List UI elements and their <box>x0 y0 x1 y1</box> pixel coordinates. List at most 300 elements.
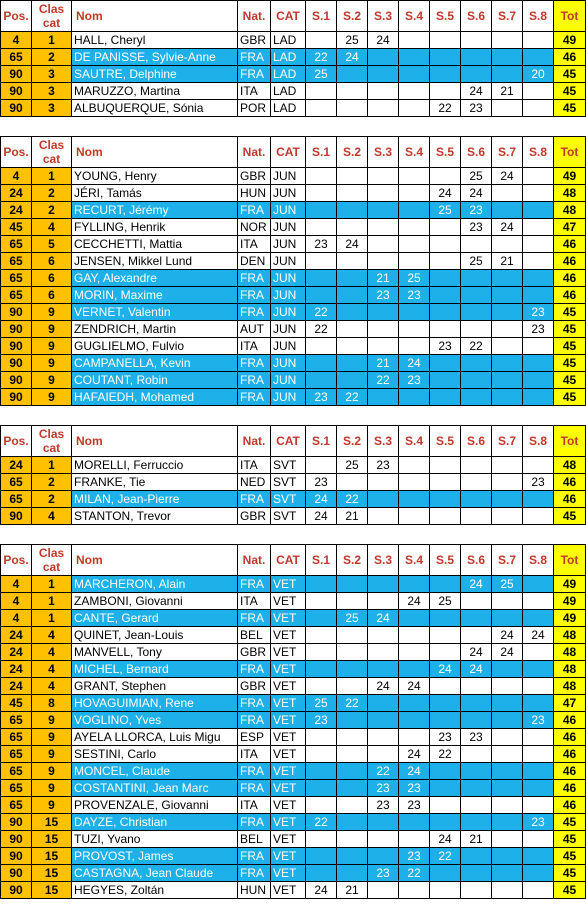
stage-6-cell <box>461 270 492 287</box>
nationality-cell: FRA <box>238 712 271 729</box>
stage-3-cell <box>368 814 399 831</box>
class-cell: 4 <box>32 644 72 661</box>
stage-7-cell <box>492 457 523 474</box>
class-cell: 3 <box>32 66 72 83</box>
class-cell: 3 <box>32 100 72 117</box>
stage-5-cell <box>430 168 461 185</box>
stage-2-cell <box>337 865 368 882</box>
nationality-cell: FRA <box>238 270 271 287</box>
category-header-line: cat <box>42 441 61 455</box>
stage-6-cell <box>461 236 492 253</box>
name-cell: STANTON, Trevor <box>72 508 238 525</box>
table-row <box>1 372 586 389</box>
stage-1-cell: 24 <box>306 508 337 525</box>
table-row <box>1 661 586 678</box>
stage-6-cell <box>461 304 492 321</box>
nationality-cell: GBR <box>238 32 271 49</box>
stage-8-header: S.8 <box>523 1 554 32</box>
stage-4-cell: 23 <box>399 780 430 797</box>
name-cell: ZAMBONI, Giovanni <box>72 593 238 610</box>
table-row <box>1 287 586 304</box>
stage-7-cell <box>492 848 523 865</box>
header-row <box>1 137 586 168</box>
stage-8-cell <box>523 168 554 185</box>
category-cell: VET <box>271 610 306 627</box>
name-cell: MILAN, Jean-Pierre <box>72 491 238 508</box>
stage-5-header: S.5 <box>430 1 461 32</box>
stage-3-cell: 21 <box>368 270 399 287</box>
name-cell: FYLLING, Henrik <box>72 219 238 236</box>
pos-header: Pos. <box>1 1 32 32</box>
header-row <box>1 426 586 457</box>
stage-5-cell <box>430 270 461 287</box>
name-cell: MARCHERON, Alain <box>72 576 238 593</box>
stage-7-cell <box>492 763 523 780</box>
header-row <box>1 1 586 32</box>
name-cell: CANTE, Gerard <box>72 610 238 627</box>
stage-1-cell <box>306 797 337 814</box>
stage-5-cell <box>430 627 461 644</box>
results-table <box>0 0 586 117</box>
category-cell: VET <box>271 746 306 763</box>
stage-3-cell <box>368 695 399 712</box>
stage-5-cell: 24 <box>430 185 461 202</box>
nationality-cell: ITA <box>238 83 271 100</box>
category-cell: SVT <box>271 508 306 525</box>
stage-4-cell: 23 <box>399 848 430 865</box>
total-cell: 45 <box>554 831 586 848</box>
total-cell: 45 <box>554 814 586 831</box>
name-cell: COSTANTINI, Jean Marc <box>72 780 238 797</box>
stage-4-cell: 23 <box>399 797 430 814</box>
stage-1-cell <box>306 457 337 474</box>
stage-3-cell <box>368 576 399 593</box>
stage-6-cell <box>461 389 492 406</box>
position-cell: 90 <box>1 814 32 831</box>
total-cell: 49 <box>554 593 586 610</box>
stage-6-cell: 23 <box>461 202 492 219</box>
position-cell: 45 <box>1 695 32 712</box>
class-cell: 9 <box>32 797 72 814</box>
section-gap <box>0 525 586 544</box>
total-cell: 49 <box>554 610 586 627</box>
class-header-line: Clas <box>38 2 65 16</box>
class-cell: 9 <box>32 780 72 797</box>
name-cell: FRANKE, Tie <box>72 474 238 491</box>
stage-2-header: S.2 <box>337 137 368 168</box>
position-cell: 90 <box>1 100 32 117</box>
class-cell: 9 <box>32 729 72 746</box>
position-cell: 90 <box>1 882 32 899</box>
stage-2-cell <box>337 304 368 321</box>
nationality-header: Nat. <box>238 426 271 457</box>
name-cell: YOUNG, Henry <box>72 168 238 185</box>
stage-8-cell <box>523 865 554 882</box>
category-header: CAT <box>271 1 306 32</box>
table-row <box>1 763 586 780</box>
category-header: CAT <box>271 426 306 457</box>
stage-5-cell <box>430 219 461 236</box>
category-cell: SVT <box>271 474 306 491</box>
stage-4-cell: 23 <box>399 372 430 389</box>
stage-8-cell: 23 <box>523 712 554 729</box>
total-cell: 48 <box>554 678 586 695</box>
total-cell: 48 <box>554 661 586 678</box>
nationality-cell: DEN <box>238 253 271 270</box>
stage-3-cell <box>368 389 399 406</box>
name-cell: TUZI, Yvano <box>72 831 238 848</box>
stage-6-cell <box>461 865 492 882</box>
stage-5-cell <box>430 610 461 627</box>
stage-1-cell <box>306 848 337 865</box>
position-cell: 65 <box>1 712 32 729</box>
stage-8-cell <box>523 49 554 66</box>
category-cell: VET <box>271 780 306 797</box>
total-header: Tot <box>554 1 586 32</box>
stage-8-cell <box>523 457 554 474</box>
category-cell: LAD <box>271 49 306 66</box>
stage-1-header: S.1 <box>306 426 337 457</box>
stage-1-cell <box>306 185 337 202</box>
stage-3-cell: 23 <box>368 865 399 882</box>
stage-8-cell <box>523 882 554 899</box>
nationality-cell: FRA <box>238 763 271 780</box>
stage-5-cell: 24 <box>430 661 461 678</box>
stage-4-cell <box>399 202 430 219</box>
stage-1-cell: 24 <box>306 882 337 899</box>
name-cell: VOGLINO, Yves <box>72 712 238 729</box>
stage-1-cell <box>306 746 337 763</box>
stage-8-cell <box>523 219 554 236</box>
stage-5-cell <box>430 355 461 372</box>
table-row <box>1 338 586 355</box>
stage-5-cell: 22 <box>430 848 461 865</box>
stage-3-cell: 22 <box>368 763 399 780</box>
total-cell: 45 <box>554 882 586 899</box>
nationality-header: Nat. <box>238 137 271 168</box>
class-cell: 15 <box>32 882 72 899</box>
stage-1-cell: 23 <box>306 712 337 729</box>
nationality-cell: FRA <box>238 610 271 627</box>
position-cell: 65 <box>1 270 32 287</box>
stage-7-cell <box>492 814 523 831</box>
nationality-cell: AUT <box>238 321 271 338</box>
category-header-line: cat <box>42 152 61 166</box>
position-cell: 4 <box>1 593 32 610</box>
stage-8-cell <box>523 831 554 848</box>
total-cell: 49 <box>554 576 586 593</box>
table-row <box>1 712 586 729</box>
stage-1-cell <box>306 270 337 287</box>
stage-8-cell <box>523 508 554 525</box>
total-cell: 45 <box>554 66 586 83</box>
stage-3-cell <box>368 508 399 525</box>
name-cell: VERNET, Valentin <box>72 304 238 321</box>
stage-3-cell <box>368 848 399 865</box>
table-row <box>1 457 586 474</box>
stage-6-cell <box>461 695 492 712</box>
stage-7-cell <box>492 797 523 814</box>
stage-7-cell <box>492 491 523 508</box>
stage-8-cell: 23 <box>523 321 554 338</box>
stage-5-cell: 25 <box>430 202 461 219</box>
stage-6-cell <box>461 49 492 66</box>
table-row <box>1 49 586 66</box>
class-cell: 4 <box>32 678 72 695</box>
class-cell: 8 <box>32 695 72 712</box>
total-cell: 45 <box>554 355 586 372</box>
stage-6-cell <box>461 882 492 899</box>
class-cell: 9 <box>32 338 72 355</box>
name-cell: HAFAIEDH, Mohamed <box>72 389 238 406</box>
stage-3-cell <box>368 661 399 678</box>
class-cell: 9 <box>32 321 72 338</box>
stage-8-cell <box>523 593 554 610</box>
position-cell: 65 <box>1 287 32 304</box>
stage-2-cell <box>337 355 368 372</box>
table-row <box>1 32 586 49</box>
stage-1-cell <box>306 644 337 661</box>
stage-2-cell: 24 <box>337 236 368 253</box>
stage-2-cell <box>337 627 368 644</box>
stage-6-header: S.6 <box>461 545 492 576</box>
nationality-cell: BEL <box>238 831 271 848</box>
nationality-cell: ITA <box>238 746 271 763</box>
category-cell: VET <box>271 865 306 882</box>
stage-2-cell <box>337 593 368 610</box>
pos-header: Pos. <box>1 426 32 457</box>
stage-1-cell <box>306 831 337 848</box>
stage-6-cell: 24 <box>461 185 492 202</box>
position-cell: 65 <box>1 797 32 814</box>
name-cell: MONCEL, Claude <box>72 763 238 780</box>
stage-1-header: S.1 <box>306 1 337 32</box>
name-cell: COUTANT, Robin <box>72 372 238 389</box>
nationality-cell: ITA <box>238 236 271 253</box>
total-cell: 46 <box>554 287 586 304</box>
position-cell: 65 <box>1 729 32 746</box>
total-cell: 45 <box>554 389 586 406</box>
stage-6-cell <box>461 474 492 491</box>
stage-2-cell <box>337 100 368 117</box>
category-cell: JUN <box>271 304 306 321</box>
stage-4-cell <box>399 304 430 321</box>
stage-2-cell: 22 <box>337 389 368 406</box>
stage-5-cell <box>430 695 461 712</box>
stage-8-cell <box>523 610 554 627</box>
nationality-cell: GBR <box>238 644 271 661</box>
class-cell: 2 <box>32 49 72 66</box>
stage-6-cell <box>461 457 492 474</box>
class-cell: 2 <box>32 202 72 219</box>
stage-4-cell <box>399 576 430 593</box>
class-cell: 4 <box>32 661 72 678</box>
stage-4-cell <box>399 712 430 729</box>
stage-5-cell <box>430 32 461 49</box>
category-cell: JUN <box>271 185 306 202</box>
stage-8-cell <box>523 287 554 304</box>
stage-7-cell <box>492 610 523 627</box>
stage-2-header: S.2 <box>337 1 368 32</box>
class-cell: 2 <box>32 474 72 491</box>
total-cell: 45 <box>554 372 586 389</box>
stage-4-cell <box>399 729 430 746</box>
stage-1-cell <box>306 168 337 185</box>
category-cell: JUN <box>271 253 306 270</box>
position-cell: 90 <box>1 83 32 100</box>
name-cell: GUGLIELMO, Fulvio <box>72 338 238 355</box>
category-cell: VET <box>271 831 306 848</box>
name-cell: QUINET, Jean-Louis <box>72 627 238 644</box>
table-row <box>1 185 586 202</box>
nationality-cell: FRA <box>238 304 271 321</box>
stage-5-cell: 23 <box>430 729 461 746</box>
category-cell: VET <box>271 729 306 746</box>
stage-2-cell <box>337 372 368 389</box>
stage-7-cell: 24 <box>492 627 523 644</box>
stage-7-cell <box>492 32 523 49</box>
stage-1-cell <box>306 32 337 49</box>
section-gap <box>0 406 586 425</box>
name-cell: CASTAGNA, Jean Claude <box>72 865 238 882</box>
stage-4-cell <box>399 168 430 185</box>
stage-3-cell <box>368 253 399 270</box>
position-cell: 65 <box>1 746 32 763</box>
table-row <box>1 389 586 406</box>
category-cell: JUN <box>271 270 306 287</box>
stage-7-header: S.7 <box>492 426 523 457</box>
stage-6-cell: 23 <box>461 219 492 236</box>
stage-5-cell <box>430 49 461 66</box>
stage-6-cell <box>461 814 492 831</box>
name-header: Nom <box>72 137 238 168</box>
stage-8-cell <box>523 746 554 763</box>
nationality-cell: FRA <box>238 389 271 406</box>
class-cell: 5 <box>32 236 72 253</box>
category-cell: VET <box>271 627 306 644</box>
total-header: Tot <box>554 545 586 576</box>
total-cell: 46 <box>554 712 586 729</box>
stage-2-cell <box>337 780 368 797</box>
table-row <box>1 83 586 100</box>
stage-3-cell: 23 <box>368 457 399 474</box>
name-cell: HALL, Cheryl <box>72 32 238 49</box>
name-cell: SAUTRE, Delphine <box>72 66 238 83</box>
stage-5-cell <box>430 83 461 100</box>
stage-1-cell: 23 <box>306 236 337 253</box>
stage-2-cell: 21 <box>337 882 368 899</box>
stage-6-cell <box>461 66 492 83</box>
stage-3-cell <box>368 644 399 661</box>
position-cell: 90 <box>1 355 32 372</box>
total-cell: 45 <box>554 865 586 882</box>
stage-2-cell: 22 <box>337 491 368 508</box>
class-cell: 9 <box>32 304 72 321</box>
stage-4-cell <box>399 66 430 83</box>
total-cell: 46 <box>554 270 586 287</box>
total-cell: 45 <box>554 508 586 525</box>
stage-1-cell <box>306 763 337 780</box>
table-row <box>1 253 586 270</box>
stage-4-cell <box>399 49 430 66</box>
total-cell: 46 <box>554 253 586 270</box>
position-cell: 24 <box>1 202 32 219</box>
position-cell: 24 <box>1 678 32 695</box>
stage-3-header: S.3 <box>368 545 399 576</box>
table-row <box>1 865 586 882</box>
stage-3-cell <box>368 168 399 185</box>
name-cell: CECCHETTI, Mattia <box>72 236 238 253</box>
stage-1-cell: 24 <box>306 491 337 508</box>
stage-4-cell <box>399 661 430 678</box>
stage-2-cell <box>337 644 368 661</box>
position-cell: 24 <box>1 457 32 474</box>
stage-1-cell <box>306 219 337 236</box>
nationality-cell: FRA <box>238 202 271 219</box>
stage-4-cell: 24 <box>399 678 430 695</box>
nationality-cell: ITA <box>238 338 271 355</box>
stage-7-cell <box>492 100 523 117</box>
stage-7-cell <box>492 66 523 83</box>
stage-8-cell <box>523 389 554 406</box>
stage-1-header: S.1 <box>306 137 337 168</box>
position-cell: 65 <box>1 491 32 508</box>
stage-1-cell <box>306 865 337 882</box>
stage-6-cell <box>461 712 492 729</box>
stage-3-cell <box>368 49 399 66</box>
stage-7-cell: 24 <box>492 168 523 185</box>
stage-5-cell: 25 <box>430 593 461 610</box>
stage-5-cell <box>430 236 461 253</box>
stage-3-cell: 24 <box>368 678 399 695</box>
stage-5-cell <box>430 882 461 899</box>
stage-8-cell <box>523 797 554 814</box>
stage-6-cell <box>461 372 492 389</box>
table-row <box>1 882 586 899</box>
nationality-cell: HUN <box>238 185 271 202</box>
stage-2-cell <box>337 661 368 678</box>
table-row <box>1 831 586 848</box>
stage-1-cell: 22 <box>306 49 337 66</box>
stage-2-cell: 22 <box>337 695 368 712</box>
nationality-cell: POR <box>238 100 271 117</box>
stage-7-cell <box>492 882 523 899</box>
stage-5-cell <box>430 797 461 814</box>
stage-6-cell <box>461 355 492 372</box>
stage-3-header: S.3 <box>368 137 399 168</box>
nationality-cell: GBR <box>238 678 271 695</box>
stage-5-cell <box>430 763 461 780</box>
stage-7-cell <box>492 185 523 202</box>
category-cell: VET <box>271 882 306 899</box>
position-cell: 65 <box>1 474 32 491</box>
category-cell: LAD <box>271 66 306 83</box>
results-table <box>0 425 586 525</box>
stage-5-header: S.5 <box>430 545 461 576</box>
position-cell: 4 <box>1 576 32 593</box>
position-cell: 24 <box>1 627 32 644</box>
class-cell: 2 <box>32 185 72 202</box>
stage-4-header: S.4 <box>399 1 430 32</box>
stage-2-header: S.2 <box>337 426 368 457</box>
stage-1-cell <box>306 729 337 746</box>
stage-1-cell: 25 <box>306 66 337 83</box>
name-cell: PROVENZALE, Giovanni <box>72 797 238 814</box>
stage-5-cell: 22 <box>430 100 461 117</box>
name-cell: JÉRI, Tamás <box>72 185 238 202</box>
table-row <box>1 644 586 661</box>
stage-1-cell <box>306 780 337 797</box>
